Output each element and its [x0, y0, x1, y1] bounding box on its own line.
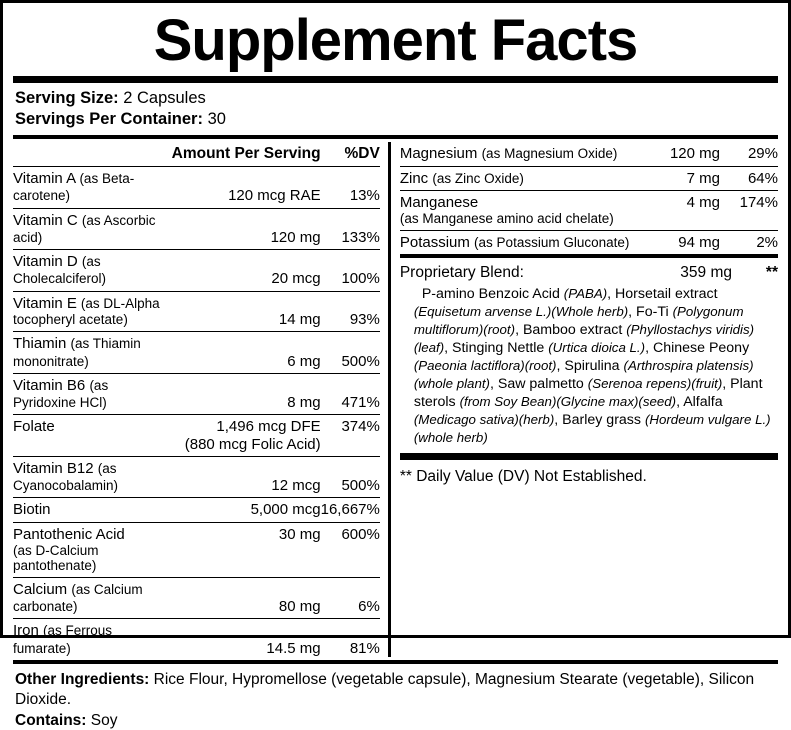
table-row-continuation: [13, 543, 380, 578]
column-header-amount: Amount Per Serving: [172, 142, 321, 166]
divider-under-serving: [13, 135, 778, 139]
proprietary-blend-header: [400, 261, 778, 284]
nutrient-dv: 6%: [321, 577, 380, 619]
nutrient-name: [13, 498, 172, 522]
blend-name: Proprietary Blend:: [399, 263, 524, 281]
spacer-cell: [720, 211, 778, 230]
nutrient-label: Potassium: [399, 233, 470, 251]
table-row: [13, 577, 380, 619]
nutrient-label: Pantothenic Acid: [13, 525, 125, 543]
nutrient-dv: 100%: [321, 250, 380, 292]
nutrient-label: Vitamin C: [13, 211, 78, 229]
blend-amount: 359 mg: [680, 263, 732, 281]
nutrient-name: [400, 230, 663, 251]
nutrient-amount-secondary: (880 mcg Folic Acid): [172, 436, 321, 457]
spacer-cell: [321, 543, 380, 578]
column-header-spacer: [13, 142, 172, 166]
table-row: [13, 373, 380, 415]
table-row: [13, 291, 380, 332]
nutrient-source: (as Pyridoxine HCl): [13, 377, 109, 411]
nutrient-label: Calcium: [13, 580, 68, 598]
right-nutrient-table: [400, 142, 778, 251]
nutrient-source: (as Potassium Gluconate): [474, 234, 630, 250]
nutrient-label: Folate: [13, 418, 55, 436]
serving-size-value: 2 Capsules: [123, 89, 206, 108]
nutrient-amount: 1,496 mcg DFE: [216, 418, 321, 436]
table-row: [400, 190, 778, 211]
nutrient-source: (as Thiamin mononitrate): [13, 336, 141, 369]
divider-under-title: [13, 76, 778, 83]
nutrient-amount: 5,000 mcg: [172, 498, 321, 522]
nutrient-label: Vitamin D: [13, 253, 78, 271]
nutrient-amount: 8 mg: [172, 373, 321, 415]
table-row-continuation: [13, 436, 380, 457]
nutrient-name: [13, 522, 172, 543]
divider-above-other-ingredients: [13, 660, 778, 664]
nutrient-name: [13, 291, 172, 332]
table-row: [13, 522, 380, 543]
other-ingredients-label: Other Ingredients:: [15, 670, 150, 688]
nutrient-amount: 80 mg: [172, 577, 321, 619]
nutrition-columns: [13, 142, 778, 657]
page-title: Supplement Facts: [153, 8, 638, 73]
nutrient-amount: 12 mcg: [172, 456, 321, 498]
nutrient-label: Vitamin B6: [13, 376, 86, 394]
servings-per-container-label: Servings Per Container:: [15, 110, 203, 129]
table-row: [13, 167, 380, 209]
nutrient-name: [13, 456, 172, 498]
nutrient-amount: 14.5 mg: [266, 639, 321, 657]
serving-info: [13, 87, 778, 132]
nutrient-dv: 93%: [321, 291, 380, 332]
nutrient-amount: 30 mg: [278, 525, 321, 543]
nutrient-source: (as Manganese amino acid chelate): [400, 211, 663, 230]
nutrient-source: (as Magnesium Oxide): [481, 146, 618, 162]
right-column: [391, 142, 778, 657]
nutrient-label: Vitamin E: [13, 294, 77, 312]
nutrient-label: Iron: [13, 622, 39, 640]
nutrient-name: [400, 142, 663, 166]
table-row: [13, 498, 380, 522]
serving-size-row: [15, 88, 776, 109]
nutrient-source: (as Cholecalciferol): [13, 254, 107, 287]
nutrient-name: [13, 208, 172, 250]
left-nutrient-table: [13, 142, 380, 657]
other-ingredients-value: Rice Flour, Hypromellose (vegetable capsule), Magnesium Stearate (vegetable), Silicon Dioxide.: [15, 670, 755, 709]
divider-above-footnote: [400, 453, 778, 460]
nutrient-source: (as DL-Alpha tocopheryl acetate): [13, 295, 160, 328]
servings-per-container-value: 30: [207, 110, 226, 129]
table-row: [13, 208, 380, 250]
nutrient-name: [400, 166, 663, 190]
nutrient-name: [13, 373, 172, 415]
nutrient-dv: 174%: [739, 193, 778, 211]
nutrient-label: Vitamin B12: [13, 459, 94, 477]
nutrient-dv: 2%: [756, 233, 778, 251]
nutrient-amount: 6 mg: [172, 332, 321, 374]
nutrient-label: Biotin: [13, 501, 51, 519]
nutrient-label: Thiamin: [13, 335, 67, 353]
table-row: [13, 332, 380, 374]
nutrient-label: Magnesium: [399, 145, 478, 163]
nutrient-source: (as Zinc Oxide): [432, 170, 524, 186]
table-row: [13, 456, 380, 498]
nutrient-amount: 94 mg: [678, 233, 720, 251]
nutrient-label: Zinc: [399, 169, 429, 187]
contains-label: Contains:: [15, 712, 87, 730]
nutrient-amount: 20 mcg: [172, 250, 321, 292]
nutrient-dv: 500%: [321, 332, 380, 374]
table-row: [400, 166, 778, 190]
nutrient-amount: 14 mg: [172, 291, 321, 332]
table-row: [400, 230, 778, 251]
nutrient-amount: 4 mg: [686, 193, 720, 211]
table-row: [13, 250, 380, 292]
nutrient-dv: 64%: [720, 166, 778, 190]
nutrient-amount: 120 mcg RAE: [172, 167, 321, 209]
nutrient-dv: 16,667%: [321, 498, 380, 522]
spacer-cell: [172, 543, 321, 578]
other-ingredients: [13, 667, 778, 710]
nutrient-name: [400, 190, 663, 211]
nutrient-label: Vitamin A: [13, 170, 76, 188]
nutrient-dv: 81%: [349, 639, 380, 657]
divider-above-blend: [400, 254, 778, 258]
nutrient-source: (as Ascorbic acid): [13, 212, 156, 245]
nutrient-name: [13, 167, 172, 209]
nutrient-source: (as Beta-carotene): [13, 171, 135, 204]
nutrient-name: [13, 415, 172, 436]
nutrient-label: Manganese: [399, 193, 479, 211]
nutrient-amount: 120 mg: [172, 208, 321, 250]
nutrient-source: (as Ferrous fumarate): [13, 623, 113, 656]
contains-statement: [13, 710, 778, 730]
nutrient-source: (as Cyanocobalamin): [13, 460, 119, 494]
table-row-continuation: [400, 211, 778, 230]
column-header-dv: %DV: [321, 142, 380, 166]
serving-size-label: Serving Size:: [15, 89, 119, 108]
nutrient-dv: 600%: [341, 525, 380, 543]
nutrient-dv: 133%: [321, 208, 380, 250]
nutrient-name: [13, 250, 172, 292]
nutrient-amount: 120 mg: [663, 142, 720, 166]
nutrient-name: [13, 332, 172, 374]
nutrient-dv: 374%: [341, 418, 380, 436]
table-row: [13, 415, 380, 436]
nutrient-amount: 7 mg: [663, 166, 720, 190]
dv-footnote: ** Daily Value (DV) Not Established.: [399, 468, 647, 486]
spacer-cell: [321, 436, 380, 457]
table-header-row: [13, 142, 380, 166]
nutrient-dv: 29%: [720, 142, 778, 166]
nutrient-source: (as D-Calcium pantothenate): [13, 543, 172, 578]
spacer-cell: [13, 436, 172, 457]
blend-dv: **: [765, 263, 778, 281]
nutrient-name: [13, 577, 172, 619]
left-column: [13, 142, 388, 657]
nutrient-dv: 500%: [321, 456, 380, 498]
contains-value: Soy: [90, 712, 118, 730]
nutrient-dv: 13%: [321, 167, 380, 209]
spacer-cell: [663, 211, 720, 230]
nutrient-source: (as Calcium carbonate): [13, 581, 143, 615]
servings-per-container-row: [15, 109, 776, 130]
table-row: [400, 142, 778, 166]
nutrient-dv: 471%: [321, 373, 380, 415]
blend-ingredients: P-amino Benzoic Acid (PABA), Horsetail extract (Equisetum arvense L.)(Whole herb), Fo-Ti (Polygonum multiflorum)(root), Bamboo extract (Phyllostachys viridis)(leaf), Stinging Nettle (Urtica dioica L.), Chinese Peony (Paeonia lactiflora)(root), Spirulina (Arthrospira platensis)(whole plant), Saw palmetto (Serenoa repens)(fruit), Plant sterols (from Soy Bean)(Glycine max)(seed), Alfalfa (Medicago sativa)(herb), Barley grass (Hordeum vulgare L.)(whole herb): [413, 285, 771, 446]
